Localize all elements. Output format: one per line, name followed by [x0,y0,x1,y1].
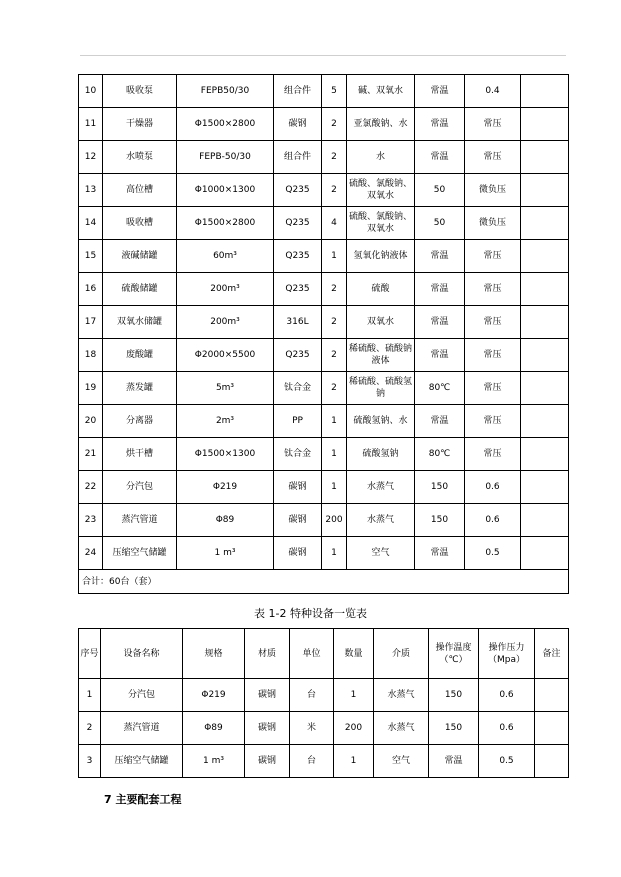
cell-material: 钛合金 [274,438,322,471]
section-heading: 7 主要配套工程 [104,793,182,806]
cell-qty: 200 [322,504,347,537]
cell-medium: 水蒸气 [347,471,415,504]
cell-note [535,745,569,778]
cell-medium: 硫酸氢钠、水 [347,405,415,438]
cell-temp: 80℃ [415,438,465,471]
table-row [79,372,569,405]
cell-qty: 200 [334,712,374,745]
cell-medium: 水 [347,141,415,174]
cell-qty: 1 [322,537,347,570]
cell-material: 钛合金 [274,372,322,405]
table-row [79,174,569,207]
cell-spec: 1 m³ [177,537,274,570]
cell-no: 1 [79,679,101,712]
table-row [79,405,569,438]
cell-temp: 常温 [415,405,465,438]
table-row [79,339,569,372]
cell-material: Q235 [274,240,322,273]
cell-spec: 1 m³ [183,745,245,778]
cell-note [521,339,569,372]
table-row [79,471,569,504]
cell-spec: Φ219 [183,679,245,712]
cell-name: 蒸发罐 [103,372,177,405]
cell-qty: 1 [322,405,347,438]
table-total-row [79,570,569,594]
cell-unit: 台 [290,745,334,778]
cell-medium: 硫酸 [347,273,415,306]
cell-spec: Φ1500×2800 [177,207,274,240]
cell-qty: 2 [322,174,347,207]
cell-medium: 空气 [374,745,429,778]
cell-pressure: 0.6 [479,712,535,745]
cell-spec: 200m³ [177,273,274,306]
cell-pressure: 微负压 [465,207,521,240]
cell-spec: Φ2000×5500 [177,339,274,372]
cell-pressure: 常压 [465,438,521,471]
cell-name: 废酸罐 [103,339,177,372]
cell-material: 316L [274,306,322,339]
cell-no: 20 [79,405,103,438]
cell-no: 10 [79,75,103,108]
table-header-row [79,629,569,679]
cell-material: 碳钢 [245,679,290,712]
cell-qty: 5 [322,75,347,108]
cell-pressure: 0.6 [465,504,521,537]
cell-no: 3 [79,745,101,778]
cell-no: 11 [79,108,103,141]
cell-material: 组合件 [274,141,322,174]
cell-material: Q235 [274,339,322,372]
cell-qty: 4 [322,207,347,240]
cell-note [521,141,569,174]
cell-pressure: 常压 [465,141,521,174]
header-pressure: 操作压力（Mpa） [479,629,535,679]
cell-qty: 2 [322,141,347,174]
page-header-rule [80,55,566,56]
table-row [79,141,569,174]
cell-note [521,372,569,405]
cell-name: 双氧水储罐 [103,306,177,339]
cell-spec: Φ1500×1300 [177,438,274,471]
cell-qty: 2 [322,108,347,141]
cell-material: 碳钢 [245,745,290,778]
cell-material: 碳钢 [274,471,322,504]
cell-no: 16 [79,273,103,306]
cell-qty: 1 [334,679,374,712]
cell-no: 14 [79,207,103,240]
cell-temp: 常温 [415,141,465,174]
cell-temp: 常温 [415,108,465,141]
cell-medium: 氢氧化钠液体 [347,240,415,273]
cell-medium: 亚氯酸钠、水 [347,108,415,141]
cell-name: 烘干槽 [103,438,177,471]
cell-note [521,174,569,207]
cell-temp: 常温 [415,306,465,339]
cell-note [521,537,569,570]
cell-note [521,240,569,273]
cell-qty: 1 [322,438,347,471]
cell-pressure: 常压 [465,339,521,372]
cell-temp: 50 [415,174,465,207]
cell-medium: 双氧水 [347,306,415,339]
cell-name: 干燥器 [103,108,177,141]
cell-temp: 常温 [415,75,465,108]
table-row [79,207,569,240]
cell-name: 分离器 [103,405,177,438]
cell-pressure: 常压 [465,405,521,438]
cell-temp: 常温 [415,537,465,570]
cell-medium: 硫酸氢钠 [347,438,415,471]
cell-material: Q235 [274,207,322,240]
table-row [79,108,569,141]
cell-no: 17 [79,306,103,339]
cell-material: 碳钢 [274,108,322,141]
cell-material: 碳钢 [274,504,322,537]
cell-no: 21 [79,438,103,471]
header-name: 设备名称 [101,629,183,679]
cell-medium: 硫酸、氯酸钠、双氧水 [347,174,415,207]
cell-medium: 硫酸、氯酸钠、双氧水 [347,207,415,240]
cell-material: PP [274,405,322,438]
cell-no: 18 [79,339,103,372]
cell-temp: 150 [415,471,465,504]
cell-temp: 80℃ [415,372,465,405]
cell-name: 蒸汽管道 [101,712,183,745]
header-medium: 介质 [374,629,429,679]
cell-name: 蒸汽管道 [103,504,177,537]
cell-note [521,108,569,141]
cell-name: 高位槽 [103,174,177,207]
cell-pressure: 常压 [465,306,521,339]
cell-spec: 200m³ [177,306,274,339]
cell-note [521,306,569,339]
cell-note [521,471,569,504]
header-temp: 操作温度（℃） [429,629,479,679]
cell-pressure: 0.5 [465,537,521,570]
cell-spec: 2m³ [177,405,274,438]
cell-medium: 稀硫酸、硫酸氢钠 [347,372,415,405]
cell-spec: Φ89 [183,712,245,745]
cell-temp: 150 [415,504,465,537]
cell-name: 压缩空气储罐 [101,745,183,778]
cell-medium: 空气 [347,537,415,570]
cell-material: Q235 [274,174,322,207]
cell-medium: 碱、双氧水 [347,75,415,108]
cell-no: 15 [79,240,103,273]
cell-pressure: 常压 [465,240,521,273]
table-row [79,240,569,273]
table-row [79,273,569,306]
cell-medium: 水蒸气 [347,504,415,537]
cell-name: 分汽包 [101,679,183,712]
cell-pressure: 0.4 [465,75,521,108]
cell-note [521,273,569,306]
cell-qty: 1 [322,240,347,273]
cell-no: 13 [79,174,103,207]
cell-name: 吸收槽 [103,207,177,240]
cell-qty: 1 [334,745,374,778]
cell-temp: 常温 [429,745,479,778]
special-equipment-table [78,628,569,778]
cell-pressure: 0.6 [479,679,535,712]
cell-spec: Φ89 [177,504,274,537]
cell-note [535,712,569,745]
cell-pressure: 常压 [465,372,521,405]
cell-material: 碳钢 [274,537,322,570]
cell-material: Q235 [274,273,322,306]
cell-spec: FEPB-50/30 [177,141,274,174]
cell-qty: 1 [322,471,347,504]
cell-temp: 常温 [415,240,465,273]
cell-pressure: 常压 [465,273,521,306]
cell-note [521,207,569,240]
cell-no: 2 [79,712,101,745]
cell-temp: 150 [429,712,479,745]
cell-no: 23 [79,504,103,537]
cell-note [521,75,569,108]
cell-pressure: 常压 [465,108,521,141]
cell-name: 分汽包 [103,471,177,504]
total-cell: 合计：60台（套） [79,570,569,594]
cell-qty: 2 [322,273,347,306]
cell-no: 22 [79,471,103,504]
table-row [79,306,569,339]
cell-spec: Φ1000×1300 [177,174,274,207]
cell-note [521,504,569,537]
cell-material: 碳钢 [245,712,290,745]
special-equipment-table-title: 表 1-2 特种设备一览表 [254,607,367,620]
cell-spec: FEPB50/30 [177,75,274,108]
cell-temp: 常温 [415,339,465,372]
cell-pressure: 微负压 [465,174,521,207]
header-unit: 单位 [290,629,334,679]
cell-qty: 2 [322,339,347,372]
cell-temp: 150 [429,679,479,712]
cell-note [521,438,569,471]
cell-name: 液碱储罐 [103,240,177,273]
cell-note [521,405,569,438]
cell-name: 硫酸储罐 [103,273,177,306]
cell-spec: Φ1500×2800 [177,108,274,141]
cell-unit: 台 [290,679,334,712]
cell-qty: 2 [322,306,347,339]
cell-temp: 常温 [415,273,465,306]
cell-unit: 米 [290,712,334,745]
header-qty: 数量 [334,629,374,679]
header-no: 序号 [79,629,101,679]
table-row [79,679,569,712]
cell-name: 水喷泵 [103,141,177,174]
table-row [79,75,569,108]
table-row [79,537,569,570]
table-row [79,504,569,537]
cell-medium: 水蒸气 [374,679,429,712]
cell-spec: 60m³ [177,240,274,273]
cell-temp: 50 [415,207,465,240]
cell-qty: 2 [322,372,347,405]
cell-spec: Φ219 [177,471,274,504]
cell-name: 吸收泵 [103,75,177,108]
cell-no: 24 [79,537,103,570]
table-row [79,438,569,471]
cell-material: 组合件 [274,75,322,108]
cell-spec: 5m³ [177,372,274,405]
cell-medium: 水蒸气 [374,712,429,745]
cell-no: 12 [79,141,103,174]
cell-name: 压缩空气储罐 [103,537,177,570]
cell-medium: 稀硫酸、硫酸钠液体 [347,339,415,372]
cell-note [535,679,569,712]
header-note: 备注 [535,629,569,679]
equipment-table-continued [78,74,569,594]
header-material: 材质 [245,629,290,679]
table-row [79,712,569,745]
header-spec: 规格 [183,629,245,679]
cell-no: 19 [79,372,103,405]
table-row [79,745,569,778]
cell-pressure: 0.5 [479,745,535,778]
cell-pressure: 0.6 [465,471,521,504]
